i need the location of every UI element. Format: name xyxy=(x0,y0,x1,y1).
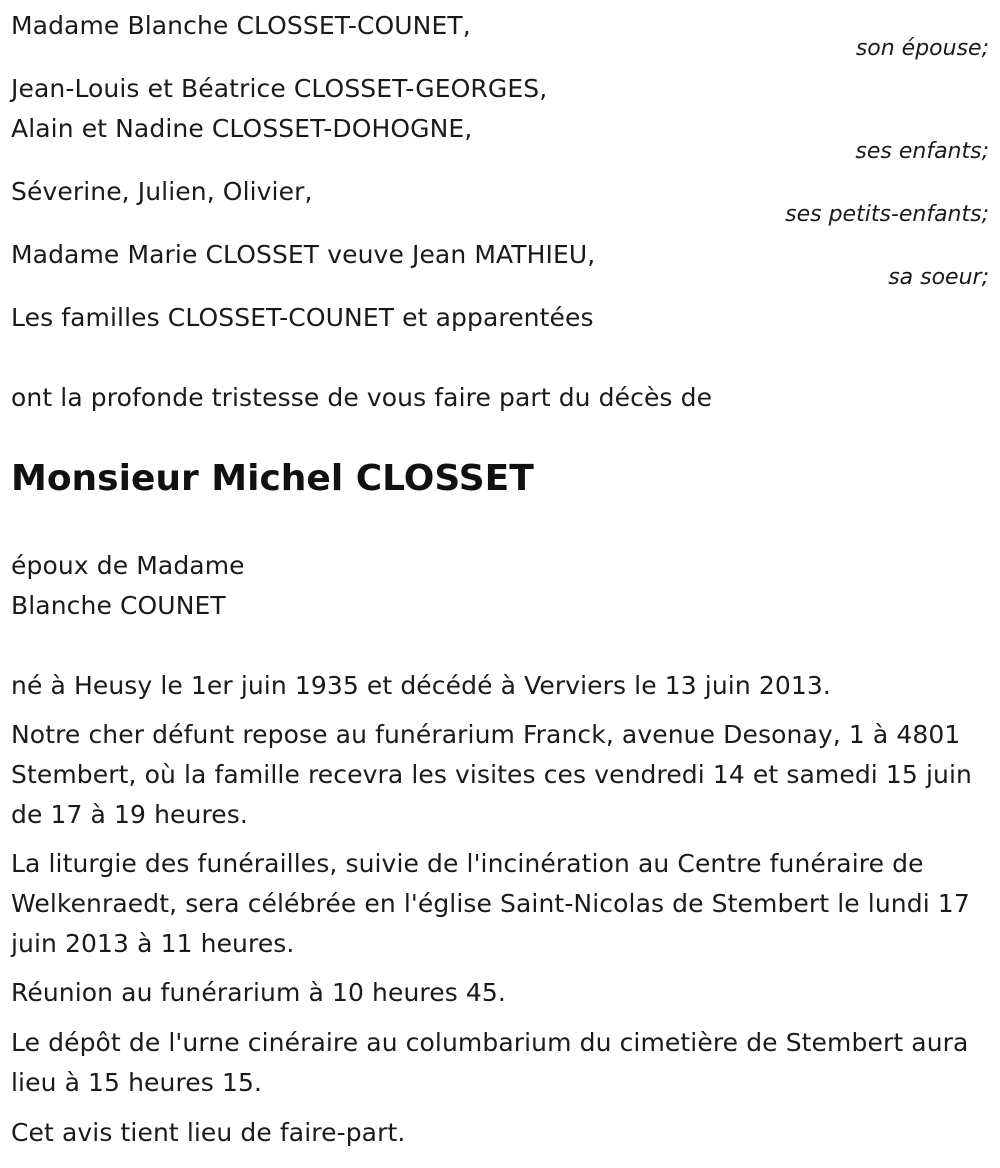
spouse-name: Madame Blanche CLOSSET-COUNET, xyxy=(11,11,471,40)
children-role: ses enfants; xyxy=(855,139,989,164)
meeting-info: Réunion au funérarium à 10 heures 45. xyxy=(11,978,506,1007)
extended-families: Les familles CLOSSET-COUNET et apparentées xyxy=(11,303,594,332)
deceased-name: Monsieur Michel CLOSSET xyxy=(11,458,534,499)
spouse-role: son épouse; xyxy=(855,36,989,61)
announcement-text: ont la profonde tristesse de vous faire part du décès de xyxy=(11,383,713,412)
closing-note: Cet avis tient lieu de faire-part. xyxy=(11,1118,406,1147)
deceased-spouse-line-2: Blanche COUNET xyxy=(11,591,226,620)
child-1-name: Jean-Louis et Béatrice CLOSSET-GEORGES, xyxy=(11,74,548,103)
sister-role: sa soeur; xyxy=(888,265,989,290)
obituary-notice xyxy=(11,0,991,1168)
urn-info: Le dépôt de l'urne cinéraire au columbarium du cimetière de Stembert aura lieu à 15 heures 15. xyxy=(11,1028,969,1097)
deceased-spouse-line-1: époux de Madame xyxy=(11,551,245,580)
child-2-name: Alain et Nadine CLOSSET-DOHOGNE, xyxy=(11,114,473,143)
birth-death-info: né à Heusy le 1er juin 1935 et décédé à Verviers le 13 juin 2013. xyxy=(11,671,831,700)
sister-name: Madame Marie CLOSSET veuve Jean MATHIEU, xyxy=(11,240,596,269)
grandchildren-role: ses petits-enfants; xyxy=(785,202,989,227)
liturgy-info: La liturgie des funérailles, suivie de l'incinération au Centre funéraire de Welkenraedt, sera célébrée en l'église Saint-Nicolas de Stembert le lundi 17 juin 2013 à 11 heures. xyxy=(11,849,970,958)
visitation-info: Notre cher défunt repose au funérarium Franck, avenue Desonay, 1 à 4801 Stembert, où la famille recevra les visites ces vendredi 14 et samedi 15 juin de 17 à 19 heures. xyxy=(11,720,972,829)
grandchildren-names: Séverine, Julien, Olivier, xyxy=(11,177,313,206)
